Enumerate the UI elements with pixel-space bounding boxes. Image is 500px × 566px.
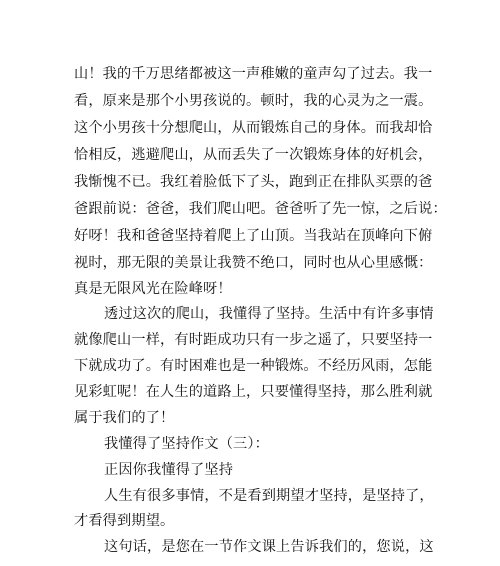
text-line-10: 透过这次的爬山，我懂得了坚持。生活中有许多事情 bbox=[104, 306, 434, 322]
text-line-14: 属于我们的了！ bbox=[74, 410, 175, 426]
text-line-11: 就像爬山一样，有时距成功只有一步之遥了，只要坚持一 bbox=[74, 332, 433, 348]
text-line-19: 这句话，是您在一节作文课上告诉我们的，您说，这 bbox=[104, 539, 434, 555]
text-line-5: 我惭愧不已。我红着脸低下了头，跑到正在排队买票的爸 bbox=[74, 174, 433, 190]
text-line-18: 才看得到期望。 bbox=[74, 513, 175, 529]
text-line-4: 恰相反，逃避爬山，从而丢失了一次锻炼身体的好机会， bbox=[74, 147, 433, 163]
text-line-3: 这个小男孩十分想爬山，从而锻炼自己的身体。而我却恰 bbox=[74, 120, 433, 136]
text-line-13: 见彩虹呢！在人生的道路上，只要懂得坚持，那么胜利就 bbox=[74, 384, 433, 400]
section-heading: 我懂得了坚持作文（三）： bbox=[104, 436, 269, 452]
section-subtitle: 正因你我懂得了坚持 bbox=[104, 462, 234, 478]
text-line-2: 看，原来是那个小男孩说的。顿时，我的心灵为之一震。 bbox=[74, 93, 433, 109]
text-line-1: 山！我的千万思绪都被这一声稚嫩的童声勾了过去。我一 bbox=[74, 66, 433, 82]
text-line-6: 爸跟前说：爸爸，我们爬山吧。爸爸听了先一惊，之后说： bbox=[74, 201, 447, 217]
text-line-7: 好呀！我和爸爸坚持着爬上了山顶。当我站在顶峰向下俯 bbox=[74, 228, 433, 244]
text-line-9: 真是无限风光在险峰呀！ bbox=[74, 281, 232, 297]
text-line-12: 下就成功了。有时困难也是一种锻炼。不经历风雨，怎能 bbox=[74, 358, 433, 374]
text-line-17: 人生有很多事情，不是看到期望才坚持，是坚持了， bbox=[104, 488, 434, 504]
text-line-8: 视时，那无限的美景让我赞不绝口，同时也从心里感慨： bbox=[74, 255, 433, 271]
